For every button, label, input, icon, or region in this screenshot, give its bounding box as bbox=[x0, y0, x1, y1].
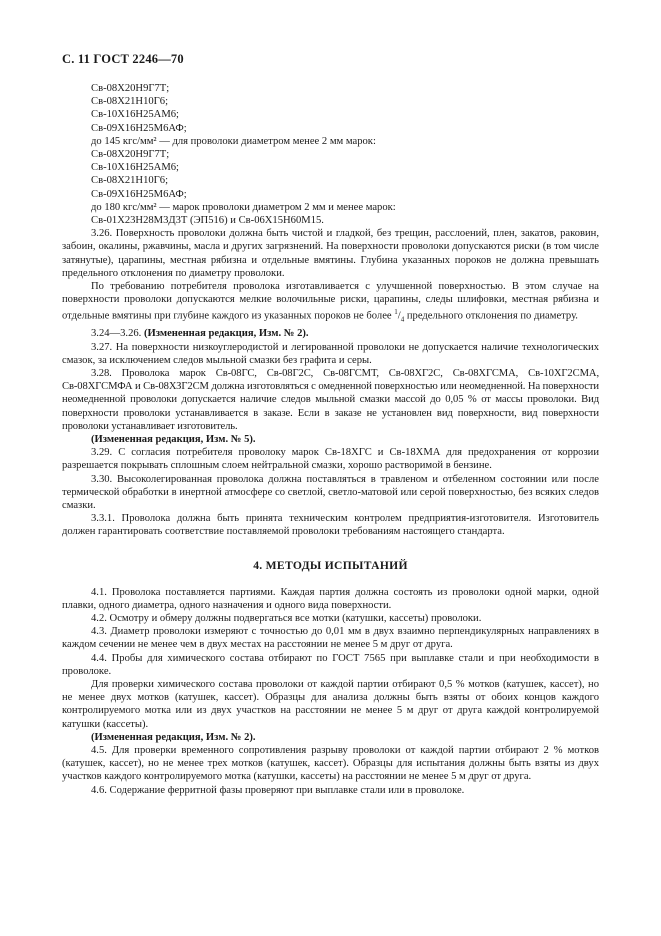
paragraph-3-27: 3.27. На поверхности низкоуглеродистой и легированной проволоки не допускается наличие технологических смазок, за исключением следов мыльной смазки без графита и серы. bbox=[62, 341, 599, 366]
paragraph-4-4: 4.4. Пробы для химического состава отбирают по ГОСТ 7565 при выплавке стали и при необходимости в проволоке. bbox=[62, 652, 599, 677]
paragraph-text: предельного отклонения по диаметру. bbox=[406, 310, 578, 322]
paragraph-3-30: 3.30. Высоколегированная проволока должна поставляться в травленом и отбеленном состоянии или после термической обработки в инертной атмосфере со светлой, светло-матовой или серой поверхностью, без всяких следов смазки. bbox=[62, 473, 599, 511]
paragraph-3-28: 3.28. Проволока марок Св-08ГС, Св-08Г2С, Св-08ГСМТ, Св-08ХГ2С, Св-08ХГСМА, Св-10ХГ2СМА, Св-08ХГСМФА и Св-08ХЗГ2СМ должна изготовляться с омедненной поверхностью или неомедненной. На поверхности неомедненной проволоки допускается наличие следов мыльной смазки массой до 0,05 % от массы проволоки. Вид поверхности проволоки устанавливается в заказе. Если в заказе не установлен вид поверхности, вид поверхности проволоки устанавливает изготовитель. bbox=[62, 367, 599, 432]
fraction-denominator: 4 bbox=[400, 316, 405, 325]
clause-range: 3.24—3.26. bbox=[91, 328, 142, 340]
paragraph-3-29: 3.29. С согласия потребителя проволоку марок Св-18ХГС и Св-18ХМА для предохранения от коррозии разрешается покрывать сплошным слоем нейтральной смазки, хорошо растворимой в бензине. bbox=[62, 447, 599, 472]
list-item: Св-09Х16Н25М6АФ; bbox=[91, 188, 187, 200]
document-page bbox=[62, 52, 599, 797]
list-item: Св-08Х21Н10Г6; bbox=[91, 96, 169, 108]
paragraph-4-1: 4.1. Проволока поставляется партиями. Каждая партия должна состоять из проволоки одной марки, одной плавки, одного диаметра, одного назначения и одного вида поверхности. bbox=[62, 586, 599, 611]
list-item: до 180 кгс/мм² — марок проволоки диаметром 2 мм и менее марок: bbox=[91, 201, 396, 213]
fraction-numerator: 1 bbox=[394, 308, 398, 317]
grade-list bbox=[91, 82, 599, 227]
list-item: Св-08Х20Н9Г7Т; bbox=[91, 83, 170, 94]
paragraph-3-26: 3.26. Поверхность проволоки должна быть чистой и гладкой, без трещин, расслоений, плен, закатов, раковин, забоин, окалины, ржавчины, масла и других загрязнений. На поверхности проволоки допускаются риски (в том числе затянутые), царапины, местная рябизна и отдельные вмятины. Глубина указанных пороков не должна превышать предельного отклонения по диаметру проволоки. bbox=[62, 228, 599, 279]
list-item: Св-08Х21Н10Г6; bbox=[91, 175, 169, 187]
paragraph-4-5: 4.5. Для проверки временного сопротивления разрыву проволоки от каждой партии отбирают 2 % мотков (катушек, кассет), но не менее трех мотков (катушек, кассет). Образцы для испытания должны быть взяты из двух участков каждого контролируемого мотка (катушки, кассеты) на расстоянии не менее 5 м друг от друга. bbox=[62, 744, 599, 783]
list-item: до 145 кгс/мм² — для проволоки диаметром менее 2 мм марок: bbox=[91, 135, 376, 147]
list-item: Св-08Х20Н9Г7Т; bbox=[91, 149, 170, 161]
list-item: Св-09Х16Н25М6АФ; bbox=[91, 122, 187, 134]
amendment-note: (Измененная редакция, Изм. № 5). bbox=[91, 433, 256, 445]
list-item: Св-10Х16Н25АМ6; bbox=[91, 109, 179, 121]
paragraph-improved-surface: По требованию потребителя проволока изготавливается с улучшенной поверхностью. В этом случае на поверхности проволоки допускаются мелкие волочильные риски, царапины, следы шлифовки, местная рябизна и отдельные вмятины при глубине каждого из указанных пороков не более $^1/_4$ предельного отклонения по диаметру. bbox=[62, 281, 599, 325]
list-item: Св-10Х16Н25АМ6; bbox=[91, 162, 179, 174]
paragraph-4-2: 4.2. Осмотру и обмеру должны подвергаться все мотки (катушки, кассеты) проволоки. bbox=[91, 612, 482, 624]
list-item: Св-01Х23Н28М3Д3Т (ЭП516) и Св-06Х15Н60М15. bbox=[91, 215, 324, 227]
amendment-note: (Измененная редакция, Изм. № 2). bbox=[91, 731, 256, 743]
page-header: С. 11 ГОСТ 2246—70 bbox=[62, 52, 184, 66]
paragraph-3-3-1: 3.3.1. Проволока должна быть принята техническим контролем предприятия-изготовителя. Изготовитель должен гарантировать соответствие поставляемой проволоки требованиям настоящего стандарта. bbox=[62, 513, 599, 538]
paragraph-text: По требованию потребителя проволока изготавливается с улучшенной поверхностью. В этом случае на поверхности проволоки допускаются мелкие волочильные риски, царапины, следы шлифовки, местная рябизна и отдельные вмятины при глубине каждого из указанных пороков не более bbox=[62, 281, 599, 322]
amendment-text: (Измененная редакция, Изм. № 2). bbox=[143, 328, 309, 340]
paragraph-4-4-chemical: Для проверки химического состава проволоки от каждой партии отбирают 0,5 % мотков (катушек, кассет), но не менее двух мотков (катушек, кассет). Образцы для анализа должны быть взяты от обоих концов каждого контролируемого мотка или из двух участков на расстоянии не менее 5 м друг от друга каждой контролируемой катушки (кассеты). bbox=[62, 678, 599, 730]
paragraph-4-3: 4.3. Диаметр проволоки измеряют с точностью до 0,01 мм в двух взаимно перпендикулярных направлениях в каждом сечении не менее чем в двух местах на расстоянии не менее 5 м друг от друга. bbox=[62, 626, 599, 651]
paragraph-4-6: 4.6. Содержание ферритной фазы проверяют при выплавке стали или в проволоке. bbox=[91, 784, 465, 796]
section-title: 4. МЕТОДЫ ИСПЫТАНИЙ bbox=[253, 558, 408, 572]
amendment-note bbox=[62, 327, 599, 340]
